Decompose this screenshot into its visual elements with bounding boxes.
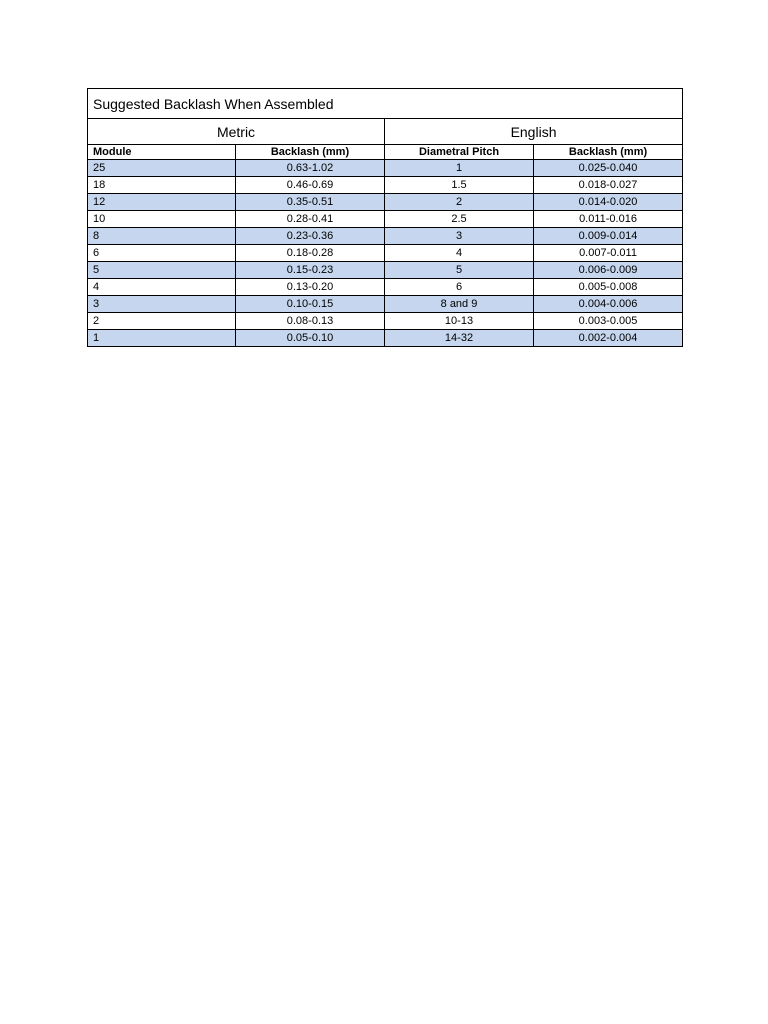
cell-english-backlash: 0.025-0.040 (534, 160, 683, 177)
group-header-row (88, 119, 683, 145)
cell-metric-backlash: 0.08-0.13 (236, 313, 385, 330)
cell-metric-backlash: 0.63-1.02 (236, 160, 385, 177)
cell-english-backlash: 0.014-0.020 (534, 194, 683, 211)
backlash-table (87, 88, 683, 347)
cell-english-backlash: 0.009-0.014 (534, 228, 683, 245)
table-row (88, 228, 683, 245)
table-row (88, 245, 683, 262)
table-row (88, 211, 683, 228)
column-header-diametral-pitch: Diametral Pitch (385, 145, 534, 160)
title-row (88, 89, 683, 119)
cell-diametral-pitch: 1 (385, 160, 534, 177)
table-body (88, 89, 683, 347)
table-row (88, 160, 683, 177)
column-header-metric-backlash: Backlash (mm) (236, 145, 385, 160)
cell-metric-backlash: 0.18-0.28 (236, 245, 385, 262)
table-row (88, 330, 683, 347)
cell-metric-backlash: 0.05-0.10 (236, 330, 385, 347)
cell-english-backlash: 0.003-0.005 (534, 313, 683, 330)
cell-english-backlash: 0.006-0.009 (534, 262, 683, 279)
table-row (88, 296, 683, 313)
cell-module: 12 (88, 194, 236, 211)
cell-metric-backlash: 0.35-0.51 (236, 194, 385, 211)
cell-english-backlash: 0.005-0.008 (534, 279, 683, 296)
cell-module: 2 (88, 313, 236, 330)
cell-module: 8 (88, 228, 236, 245)
cell-module: 5 (88, 262, 236, 279)
cell-diametral-pitch: 8 and 9 (385, 296, 534, 313)
cell-diametral-pitch: 10-13 (385, 313, 534, 330)
cell-english-backlash: 0.007-0.011 (534, 245, 683, 262)
cell-diametral-pitch: 6 (385, 279, 534, 296)
table-row (88, 279, 683, 296)
cell-metric-backlash: 0.46-0.69 (236, 177, 385, 194)
cell-module: 4 (88, 279, 236, 296)
group-header-english: English (385, 119, 683, 145)
cell-diametral-pitch: 2.5 (385, 211, 534, 228)
cell-module: 3 (88, 296, 236, 313)
cell-diametral-pitch: 1.5 (385, 177, 534, 194)
cell-metric-backlash: 0.23-0.36 (236, 228, 385, 245)
table-row (88, 262, 683, 279)
cell-metric-backlash: 0.15-0.23 (236, 262, 385, 279)
cell-metric-backlash: 0.28-0.41 (236, 211, 385, 228)
table-row (88, 313, 683, 330)
table-row (88, 194, 683, 211)
cell-module: 18 (88, 177, 236, 194)
column-header-module: Module (88, 145, 236, 160)
group-header-metric: Metric (88, 119, 385, 145)
cell-diametral-pitch: 5 (385, 262, 534, 279)
cell-metric-backlash: 0.13-0.20 (236, 279, 385, 296)
cell-english-backlash: 0.011-0.016 (534, 211, 683, 228)
cell-english-backlash: 0.002-0.004 (534, 330, 683, 347)
table-row (88, 177, 683, 194)
cell-diametral-pitch: 14-32 (385, 330, 534, 347)
cell-module: 6 (88, 245, 236, 262)
cell-module: 1 (88, 330, 236, 347)
table-title: Suggested Backlash When Assembled (88, 89, 683, 119)
cell-module: 25 (88, 160, 236, 177)
cell-diametral-pitch: 3 (385, 228, 534, 245)
column-header-row (88, 145, 683, 160)
cell-diametral-pitch: 4 (385, 245, 534, 262)
cell-english-backlash: 0.018-0.027 (534, 177, 683, 194)
cell-diametral-pitch: 2 (385, 194, 534, 211)
cell-metric-backlash: 0.10-0.15 (236, 296, 385, 313)
column-header-english-backlash: Backlash (mm) (534, 145, 683, 160)
cell-english-backlash: 0.004-0.006 (534, 296, 683, 313)
cell-module: 10 (88, 211, 236, 228)
